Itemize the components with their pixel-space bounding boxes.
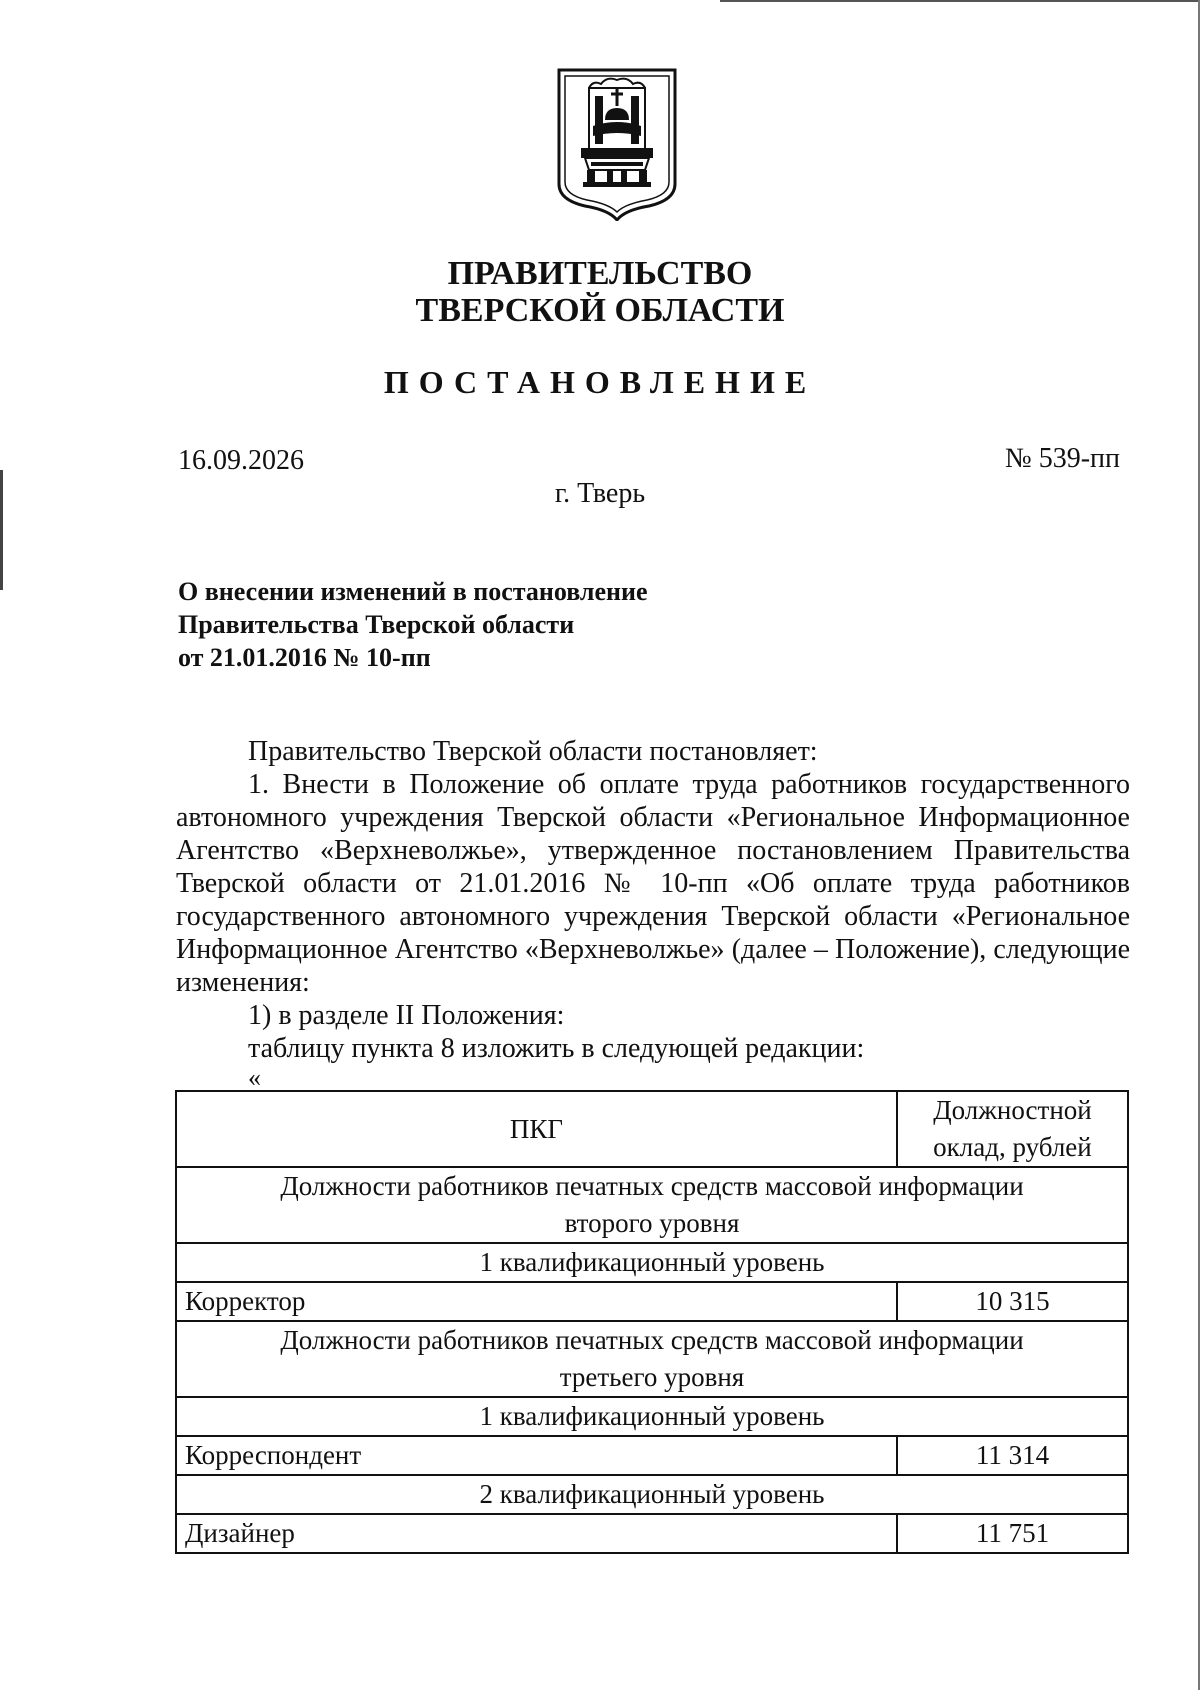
group-text: второго уровня	[564, 1208, 740, 1238]
qualification-level: 1 квалификационный уровень	[176, 1243, 1128, 1282]
group-title	[176, 1321, 1128, 1397]
document-subject	[178, 575, 648, 674]
opening-quote: «	[248, 1063, 261, 1092]
coat-of-arms-icon	[553, 66, 681, 221]
subject-line: от 21.01.2016 № 10-пп	[178, 643, 431, 672]
qualification-level: 1 квалификационный уровень	[176, 1397, 1128, 1436]
government-name-line2: ТВЕРСКОЙ ОБЛАСТИ	[415, 292, 785, 329]
header-text: Должностной	[933, 1095, 1092, 1125]
body-paragraph: 1) в разделе II Положения:	[248, 1000, 565, 1031]
table-level-row	[176, 1243, 1128, 1282]
table-group-row	[176, 1167, 1128, 1243]
salary-value: 11 751	[897, 1514, 1128, 1553]
table-header-pkg: ПКГ	[176, 1091, 897, 1167]
table-header-row	[176, 1091, 1128, 1167]
table-row	[176, 1282, 1128, 1321]
position-name: Дизайнер	[176, 1514, 897, 1553]
salary-value: 11 314	[897, 1436, 1128, 1475]
scan-edge-top	[720, 0, 1200, 2]
body-paragraph: 1. Внести в Положение об оплате труда работников государственного автономного учреждения Тверской области «Региональное Информационное Агентство «Верхневолжье», утвержденное постановлением Правительства Тверской области от 21.01.2016 № 10-пп «Об оплате труда работников государственного автономного учреждения Тверской области «Региональное Информационное Агентство «Верхневолжье» (далее – Положение), следующие изменения:	[176, 769, 1130, 998]
table-header-salary	[897, 1091, 1128, 1167]
qualification-level: 2 квалификационный уровень	[176, 1475, 1128, 1514]
document-date: 16.09.2026	[178, 445, 304, 476]
document-type-title: ПОСТАНОВЛЕНИЕ	[383, 364, 817, 400]
table-level-row	[176, 1397, 1128, 1436]
table-group-row	[176, 1321, 1128, 1397]
subject-line: О внесении изменений в постановление	[178, 577, 648, 606]
body-paragraph: таблицу пункта 8 изложить в следующей редакции:	[248, 1033, 865, 1064]
document-number: № 539-пп	[1004, 443, 1120, 474]
position-name: Корреспондент	[176, 1436, 897, 1475]
header-text: оклад, рублей	[933, 1132, 1092, 1162]
table-row	[176, 1436, 1128, 1475]
table-row	[176, 1514, 1128, 1553]
group-text: Должности работников печатных средств массовой информации	[280, 1325, 1024, 1355]
group-text: Должности работников печатных средств массовой информации	[280, 1171, 1024, 1201]
salary-table	[175, 1090, 1129, 1554]
subject-line: Правительства Тверской области	[178, 610, 575, 639]
document-city: г. Тверь	[554, 478, 646, 509]
government-name-line1: ПРАВИТЕЛЬСТВО	[447, 255, 753, 292]
body-paragraph: Правительство Тверской области постановляет:	[248, 736, 818, 767]
group-title	[176, 1167, 1128, 1243]
group-text: третьего уровня	[559, 1362, 745, 1392]
salary-value: 10 315	[897, 1282, 1128, 1321]
document-body	[176, 735, 1130, 1065]
position-name: Корректор	[176, 1282, 897, 1321]
table-level-row	[176, 1475, 1128, 1514]
